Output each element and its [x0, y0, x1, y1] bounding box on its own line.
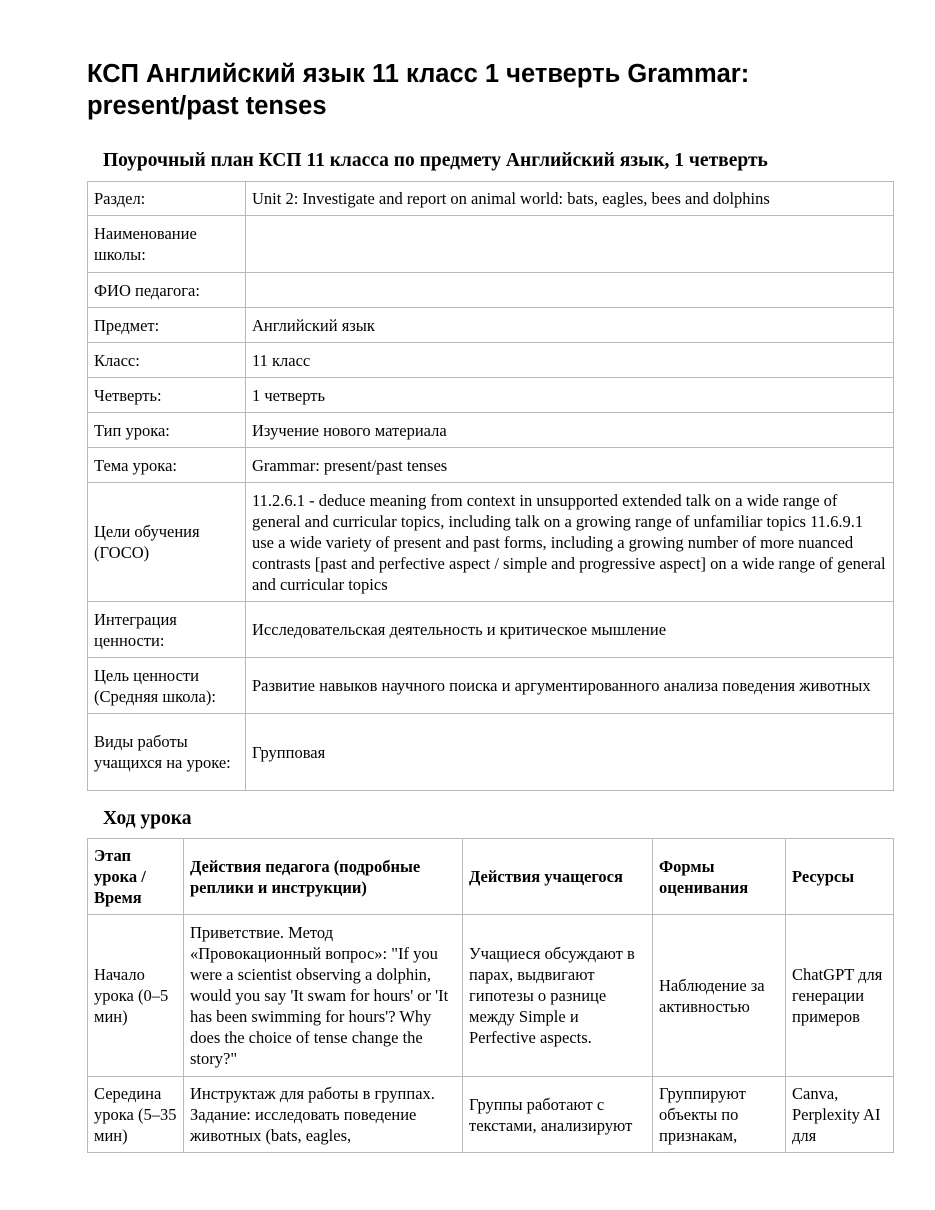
student-cell: Группы работают с текстами, анализируют	[463, 1077, 653, 1153]
table-row	[88, 413, 894, 448]
column-header-resources: Ресурсы	[786, 839, 894, 915]
info-value	[246, 216, 894, 273]
teacher-cell: Инструктаж для работы в группах. Задание: исследовать поведение животных (bats, eagles,	[184, 1077, 463, 1153]
info-label: Интеграция ценности:	[88, 602, 246, 658]
table-row	[88, 308, 894, 343]
table-row	[88, 483, 894, 602]
table-row	[88, 216, 894, 273]
table-row	[88, 714, 894, 791]
table-row	[88, 182, 894, 216]
info-value: 11.2.6.1 - deduce meaning from context in unsupported extended talk on a wide range of general and curricular topics, including talk on a growing range of unfamiliar topics 11.6.9.1 use a wide variety of present and past forms, including a growing number of more nuanced contrasts [past and perfective aspect / simple and progressive aspect] on a wide range of general and curricular topics	[246, 483, 894, 602]
table-row	[88, 343, 894, 378]
table-header-row	[88, 839, 894, 915]
resources-cell: Canva, Perplexity AI для	[786, 1077, 894, 1153]
info-value: Развитие навыков научного поиска и аргументированного анализа поведения животных	[246, 658, 894, 714]
info-value: Изучение нового материала	[246, 413, 894, 448]
info-label: Раздел:	[88, 182, 246, 216]
stage-cell: Середина урока (5–35 мин)	[88, 1077, 184, 1153]
column-header-stage: Этап урока / Время	[88, 839, 184, 915]
info-label: Виды работы учащихся на уроке:	[88, 714, 246, 791]
info-value	[246, 273, 894, 308]
assessment-cell: Наблюдение за активностью	[653, 915, 786, 1077]
lesson-info-table	[87, 181, 894, 791]
info-label: Тема урока:	[88, 448, 246, 483]
document-page	[87, 58, 893, 1153]
table-row	[88, 915, 894, 1077]
lesson-heading: Ход урока	[103, 808, 192, 829]
info-label: Тип урока:	[88, 413, 246, 448]
info-value: Групповая	[246, 714, 894, 791]
info-value: Исследовательская деятельность и критическое мышление	[246, 602, 894, 658]
table-row	[88, 378, 894, 413]
info-label: Четверть:	[88, 378, 246, 413]
document-title: КСП Английский язык 11 класс 1 четверть Grammar: present/past tenses	[87, 60, 750, 120]
stage-cell: Начало урока (0–5 мин)	[88, 915, 184, 1077]
info-label: Цель ценности (Средняя школа):	[88, 658, 246, 714]
resources-cell: ChatGPT для генерации примеров	[786, 915, 894, 1077]
info-value: 1 четверть	[246, 378, 894, 413]
info-label: Класс:	[88, 343, 246, 378]
info-value: Unit 2: Investigate and report on animal world: bats, eagles, bees and dolphins	[246, 182, 894, 216]
column-header-teacher: Действия педагога (подробные реплики и инструкции)	[184, 839, 463, 915]
table-row	[88, 602, 894, 658]
info-label: Цели обучения (ГОСО)	[88, 483, 246, 602]
table-row	[88, 658, 894, 714]
plan-heading: Поурочный план КСП 11 класса по предмету Английский язык, 1 четверть	[103, 150, 768, 171]
info-label: Наименование школы:	[88, 216, 246, 273]
table-row	[88, 1077, 894, 1153]
info-label: ФИО педагога:	[88, 273, 246, 308]
column-header-assessment: Формы оценивания	[653, 839, 786, 915]
student-cell: Учащиеся обсуждают в парах, выдвигают гипотезы о разнице между Simple и Perfective aspects.	[463, 915, 653, 1077]
info-value: Grammar: present/past tenses	[246, 448, 894, 483]
lesson-flow-table	[87, 838, 894, 1153]
info-value: Английский язык	[246, 308, 894, 343]
column-header-student: Действия учащегося	[463, 839, 653, 915]
assessment-cell: Группируют объекты по признакам,	[653, 1077, 786, 1153]
table-row	[88, 273, 894, 308]
info-value: 11 класс	[246, 343, 894, 378]
teacher-cell: Приветствие. Метод «Провокационный вопрос»: "If you were a scientist observing a dolphin, would you say 'It swam for hours' or 'It has been swimming for hours'? Why does the choice of tense change the story?"	[184, 915, 463, 1077]
info-label: Предмет:	[88, 308, 246, 343]
table-row	[88, 448, 894, 483]
